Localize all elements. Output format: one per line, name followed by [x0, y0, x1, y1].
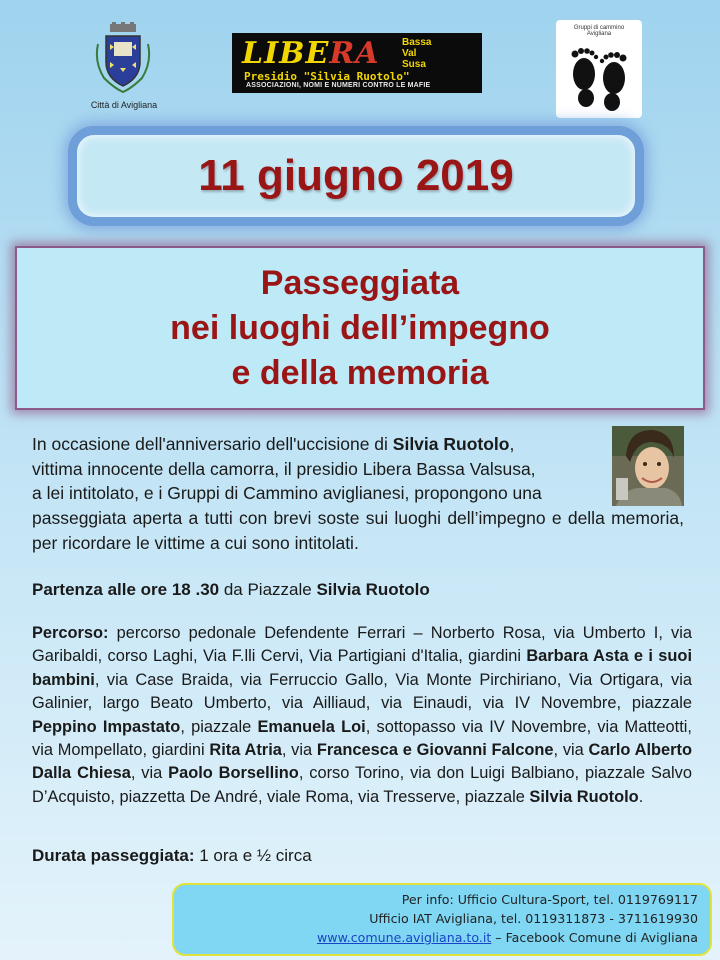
- libera-side-line: Val: [402, 48, 417, 59]
- route-segment: , via Case Braida, via Ferruccio Gallo, Via Monte Pirchiriano, Via Ortigara, via Galinier, largo Beato Umberto, via Ailliaud, via Einaudi, via IV Novembre, piazzale: [32, 670, 692, 713]
- route-label: Percorso:: [32, 624, 109, 642]
- info-box: [172, 883, 712, 956]
- date-banner: [68, 126, 644, 226]
- intro-line: [32, 432, 598, 457]
- route-segment: percorso pedonale Defendente Ferrari – Norberto Rosa, via Umberto I, via Garibaldi, corso Laghi, Via F.lli Cervi, Via Partigiani d'Italia, giardini: [32, 624, 692, 666]
- duration-value: 1 ora e ½ circa: [194, 846, 312, 865]
- duration-label: Durata passeggiata:: [32, 846, 195, 865]
- intro-line: vittima innocente della camorra, il presidio Libera Bassa Valsusa,: [32, 458, 536, 479]
- route-segment: , piazzale: [180, 717, 258, 736]
- libera-wordmark: [242, 36, 380, 71]
- title-banner: [15, 246, 705, 410]
- route-segment: , corso Torino, via don Luigi Balbiano, piazzale Salvo D’Acquisto, piazzetta De André, viale Roma, via Tresserve, piazzale: [32, 764, 692, 806]
- title-line: Passeggiata: [260, 263, 460, 302]
- website-link[interactable]: www.comune.avigliana.to.it: [316, 930, 492, 945]
- route-highlight: Paolo Borsellino: [168, 764, 299, 783]
- title-line: e della memoria: [231, 353, 489, 392]
- route-highlight: Carlo Alberto Dalla Chiesa: [32, 741, 692, 783]
- route-highlight: Peppino Impastato: [32, 717, 181, 736]
- libera-side-text: [402, 37, 431, 70]
- walking-groups-caption: Gruppi di cammino Avigliana: [573, 25, 625, 37]
- info-line-iat: Ufficio IAT Avigliana, tel. 0119311873 - 3711619930: [369, 911, 698, 926]
- info-line-web: [174, 928, 698, 947]
- libera-wordmark-b: RA: [329, 36, 380, 71]
- route-segment: .: [638, 787, 644, 806]
- route-highlight: Silvia Ruotolo: [529, 787, 639, 806]
- route-highlight: Rita Atria: [209, 741, 282, 760]
- footprints-icon: [562, 36, 636, 114]
- route-segment: , via: [130, 764, 169, 783]
- intro-text: ,: [509, 434, 515, 454]
- libera-tagline: ASSOCIAZIONI, NOMI E NUMERI CONTRO LE MAFIE: [246, 82, 431, 89]
- route-segment: , sottopasso via IV Novembre, via Matteotti, via Mompellato, giardini: [32, 717, 692, 760]
- libera-side-line: Susa: [402, 59, 426, 70]
- departure-place: Silvia Ruotolo: [316, 580, 430, 599]
- event-date: 11 giugno 2019: [198, 151, 514, 200]
- victim-photo: [612, 426, 684, 506]
- victim-name: Silvia Ruotolo: [392, 434, 510, 454]
- departure-label: Partenza alle ore 18 .30: [32, 580, 220, 599]
- route-highlight: Francesca e Giovanni Falcone: [316, 741, 554, 760]
- intro-line: passeggiata aperta a tutti con brevi soste sui luoghi dell’impegno e della memoria, per ricordare le vittime a cui sono intitolati.: [32, 508, 684, 553]
- title-line: nei luoghi dell’impegno: [170, 308, 550, 347]
- libera-presidio: Presidio "Silvia Ruotolo": [244, 70, 410, 83]
- city-crest-logo: [92, 22, 154, 94]
- libera-side-line: Bassa: [402, 37, 432, 48]
- route-segment: , via: [281, 741, 317, 760]
- duration-line: [32, 846, 312, 866]
- intro-text: In occasione dell'anniversario dell'uccisione di: [32, 434, 393, 454]
- route-highlight: Emanuela Loi: [257, 717, 366, 736]
- route-segment: , via: [553, 741, 589, 760]
- intro-paragraph: [32, 432, 598, 506]
- facebook-text: – Facebook Comune di Avigliana: [491, 930, 698, 945]
- info-line-culture: Per info: Ufficio Cultura-Sport, tel. 0119769117: [401, 892, 698, 907]
- libera-logo: [232, 33, 482, 93]
- intro-line: a lei intitolato, e i Gruppi di Cammino aviglianesi, propongono una: [32, 483, 542, 503]
- crest-caption: Città di Avigliana: [90, 100, 158, 110]
- route-paragraph: [32, 622, 692, 809]
- walking-groups-logo: [556, 20, 642, 118]
- route-highlight: Barbara Asta e i suoi bambini: [32, 647, 692, 689]
- departure-text: da Piazzale: [219, 580, 317, 599]
- route-text: [32, 624, 692, 806]
- libera-wordmark-a: LIBE: [242, 36, 330, 71]
- departure-line: [32, 580, 692, 600]
